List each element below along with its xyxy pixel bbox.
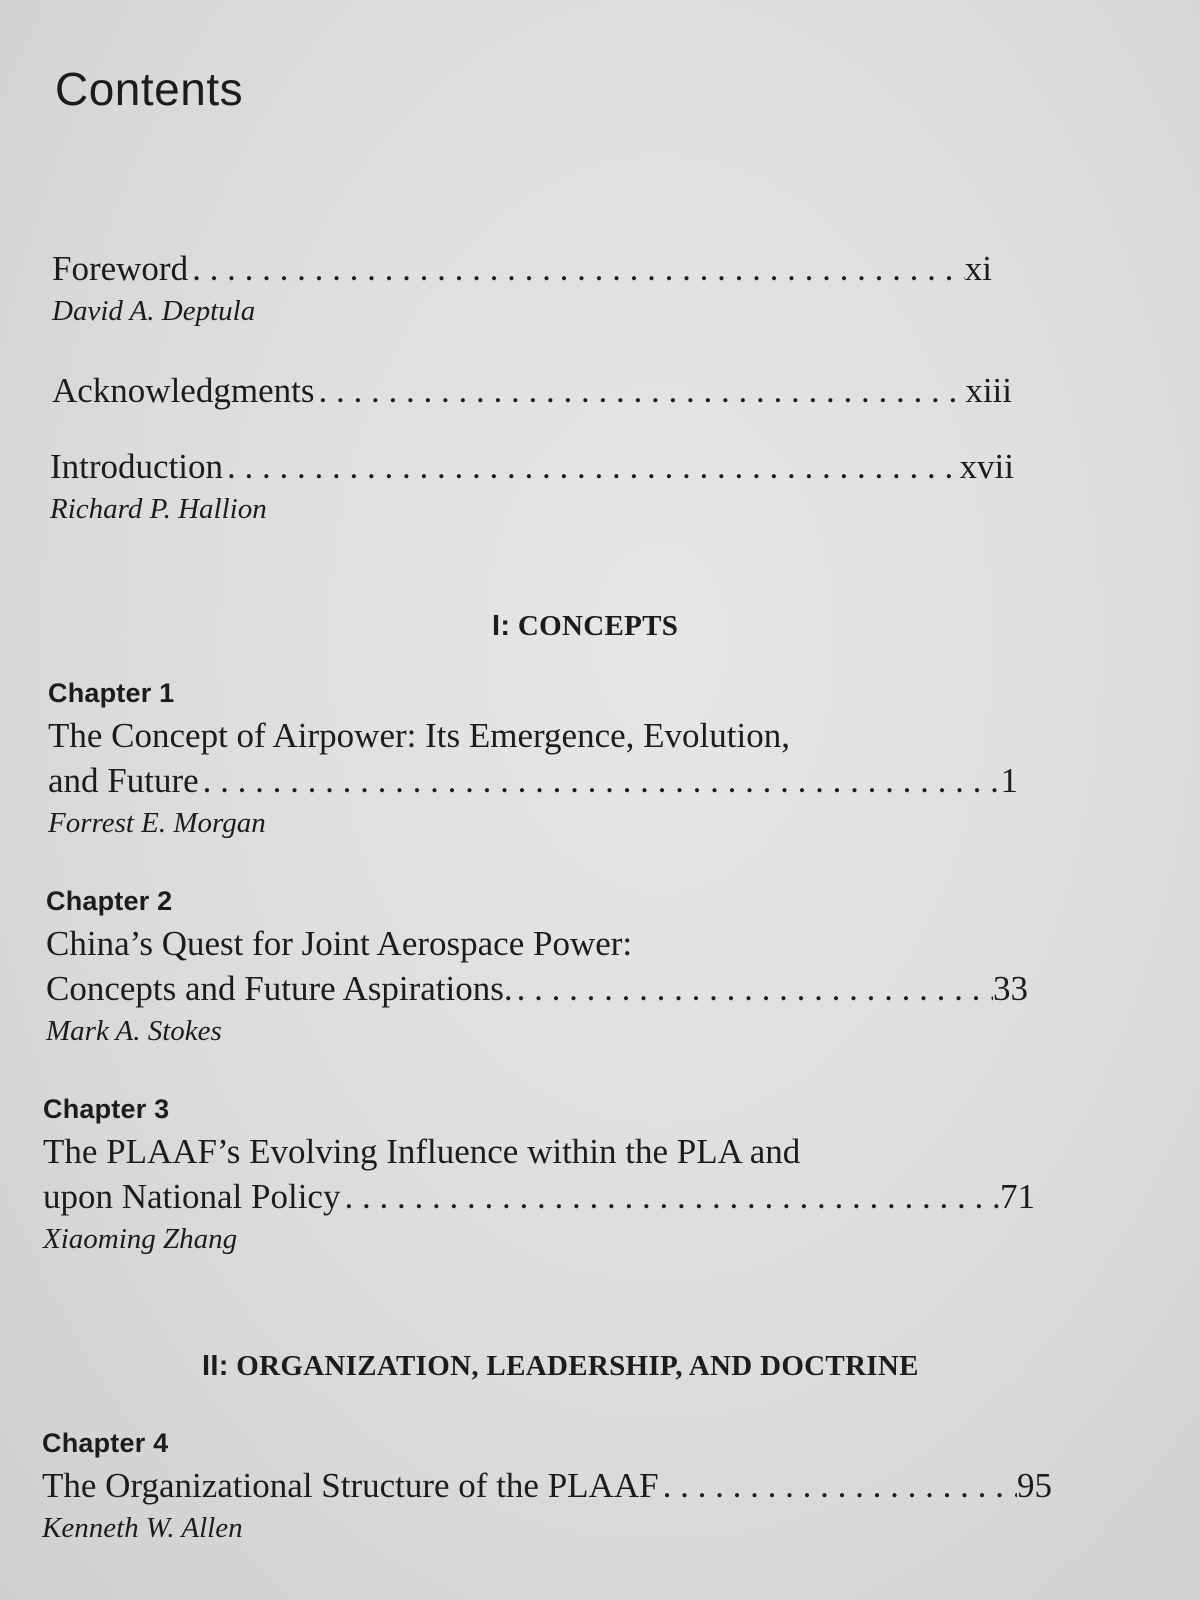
chapter-label: Chapter 1 — [48, 678, 175, 708]
toc-entry-introduction[interactable] — [50, 444, 1014, 526]
entry-title-line: The PLAAF’s Evolving Influence within the PLA and — [43, 1132, 801, 1171]
entry-title-last-line: upon National Policy — [43, 1177, 341, 1216]
entry-author: Kenneth W. Allen — [42, 1512, 243, 1544]
chapter-label: Chapter 3 — [43, 1094, 170, 1124]
entry-title: The Organizational Structure of the PLAAF — [42, 1466, 659, 1505]
dot-leader — [199, 758, 1001, 803]
chapter-label: Chapter 4 — [42, 1428, 169, 1458]
toc-entry-chapter-1[interactable] — [48, 678, 1018, 840]
part-title: CONCEPTS — [517, 610, 679, 642]
toc-entry-chapter-3[interactable] — [43, 1094, 1035, 1256]
page-number: xi — [964, 249, 992, 288]
toc-entry-chapter-4[interactable] — [42, 1428, 1052, 1545]
part-heading-concepts — [492, 610, 678, 643]
entry-title: Acknowledgments — [52, 371, 315, 410]
entry-author: Forrest E. Morgan — [48, 807, 266, 839]
part-heading-organization — [202, 1350, 919, 1383]
entry-title-last-line: Concepts and Future Aspirations. — [46, 969, 513, 1008]
toc-entry-acknowledgments[interactable] — [52, 368, 1012, 413]
chapter-label: Chapter 2 — [46, 886, 173, 916]
entry-author: Mark A. Stokes — [46, 1015, 222, 1047]
entry-title: Introduction — [50, 447, 224, 486]
page-number: xvii — [959, 447, 1014, 486]
entry-author: David A. Deptula — [52, 295, 256, 327]
part-title: ORGANIZATION, LEADERSHIP, AND DOCTRINE — [236, 1350, 919, 1382]
dot-leader — [188, 246, 965, 291]
dot-leader — [314, 368, 965, 413]
page-number: 33 — [993, 969, 1028, 1008]
page-number: xiii — [965, 371, 1012, 410]
page-title: Contents — [55, 63, 244, 115]
part-numeral: I: — [492, 610, 511, 642]
entry-author: Xiaoming Zhang — [43, 1223, 238, 1255]
entry-title-line: China’s Quest for Joint Aerospace Power: — [46, 924, 633, 963]
page-number: 95 — [1017, 1466, 1052, 1505]
dot-leader — [513, 966, 993, 1011]
part-numeral: II: — [202, 1350, 229, 1382]
entry-title: Foreword — [52, 249, 189, 288]
entry-title-line: The Concept of Airpower: Its Emergence, Evolution, — [48, 716, 790, 755]
dot-leader — [223, 444, 960, 489]
page-number: 71 — [1000, 1177, 1035, 1216]
dot-leader — [659, 1463, 1017, 1508]
entry-title-last-line: and Future — [48, 761, 199, 800]
dot-leader — [340, 1174, 1000, 1219]
toc-entry-foreword[interactable] — [52, 246, 992, 328]
toc-entry-chapter-2[interactable] — [46, 886, 1028, 1048]
entry-author: Richard P. Hallion — [50, 493, 267, 525]
page-number: 1 — [1000, 761, 1018, 800]
